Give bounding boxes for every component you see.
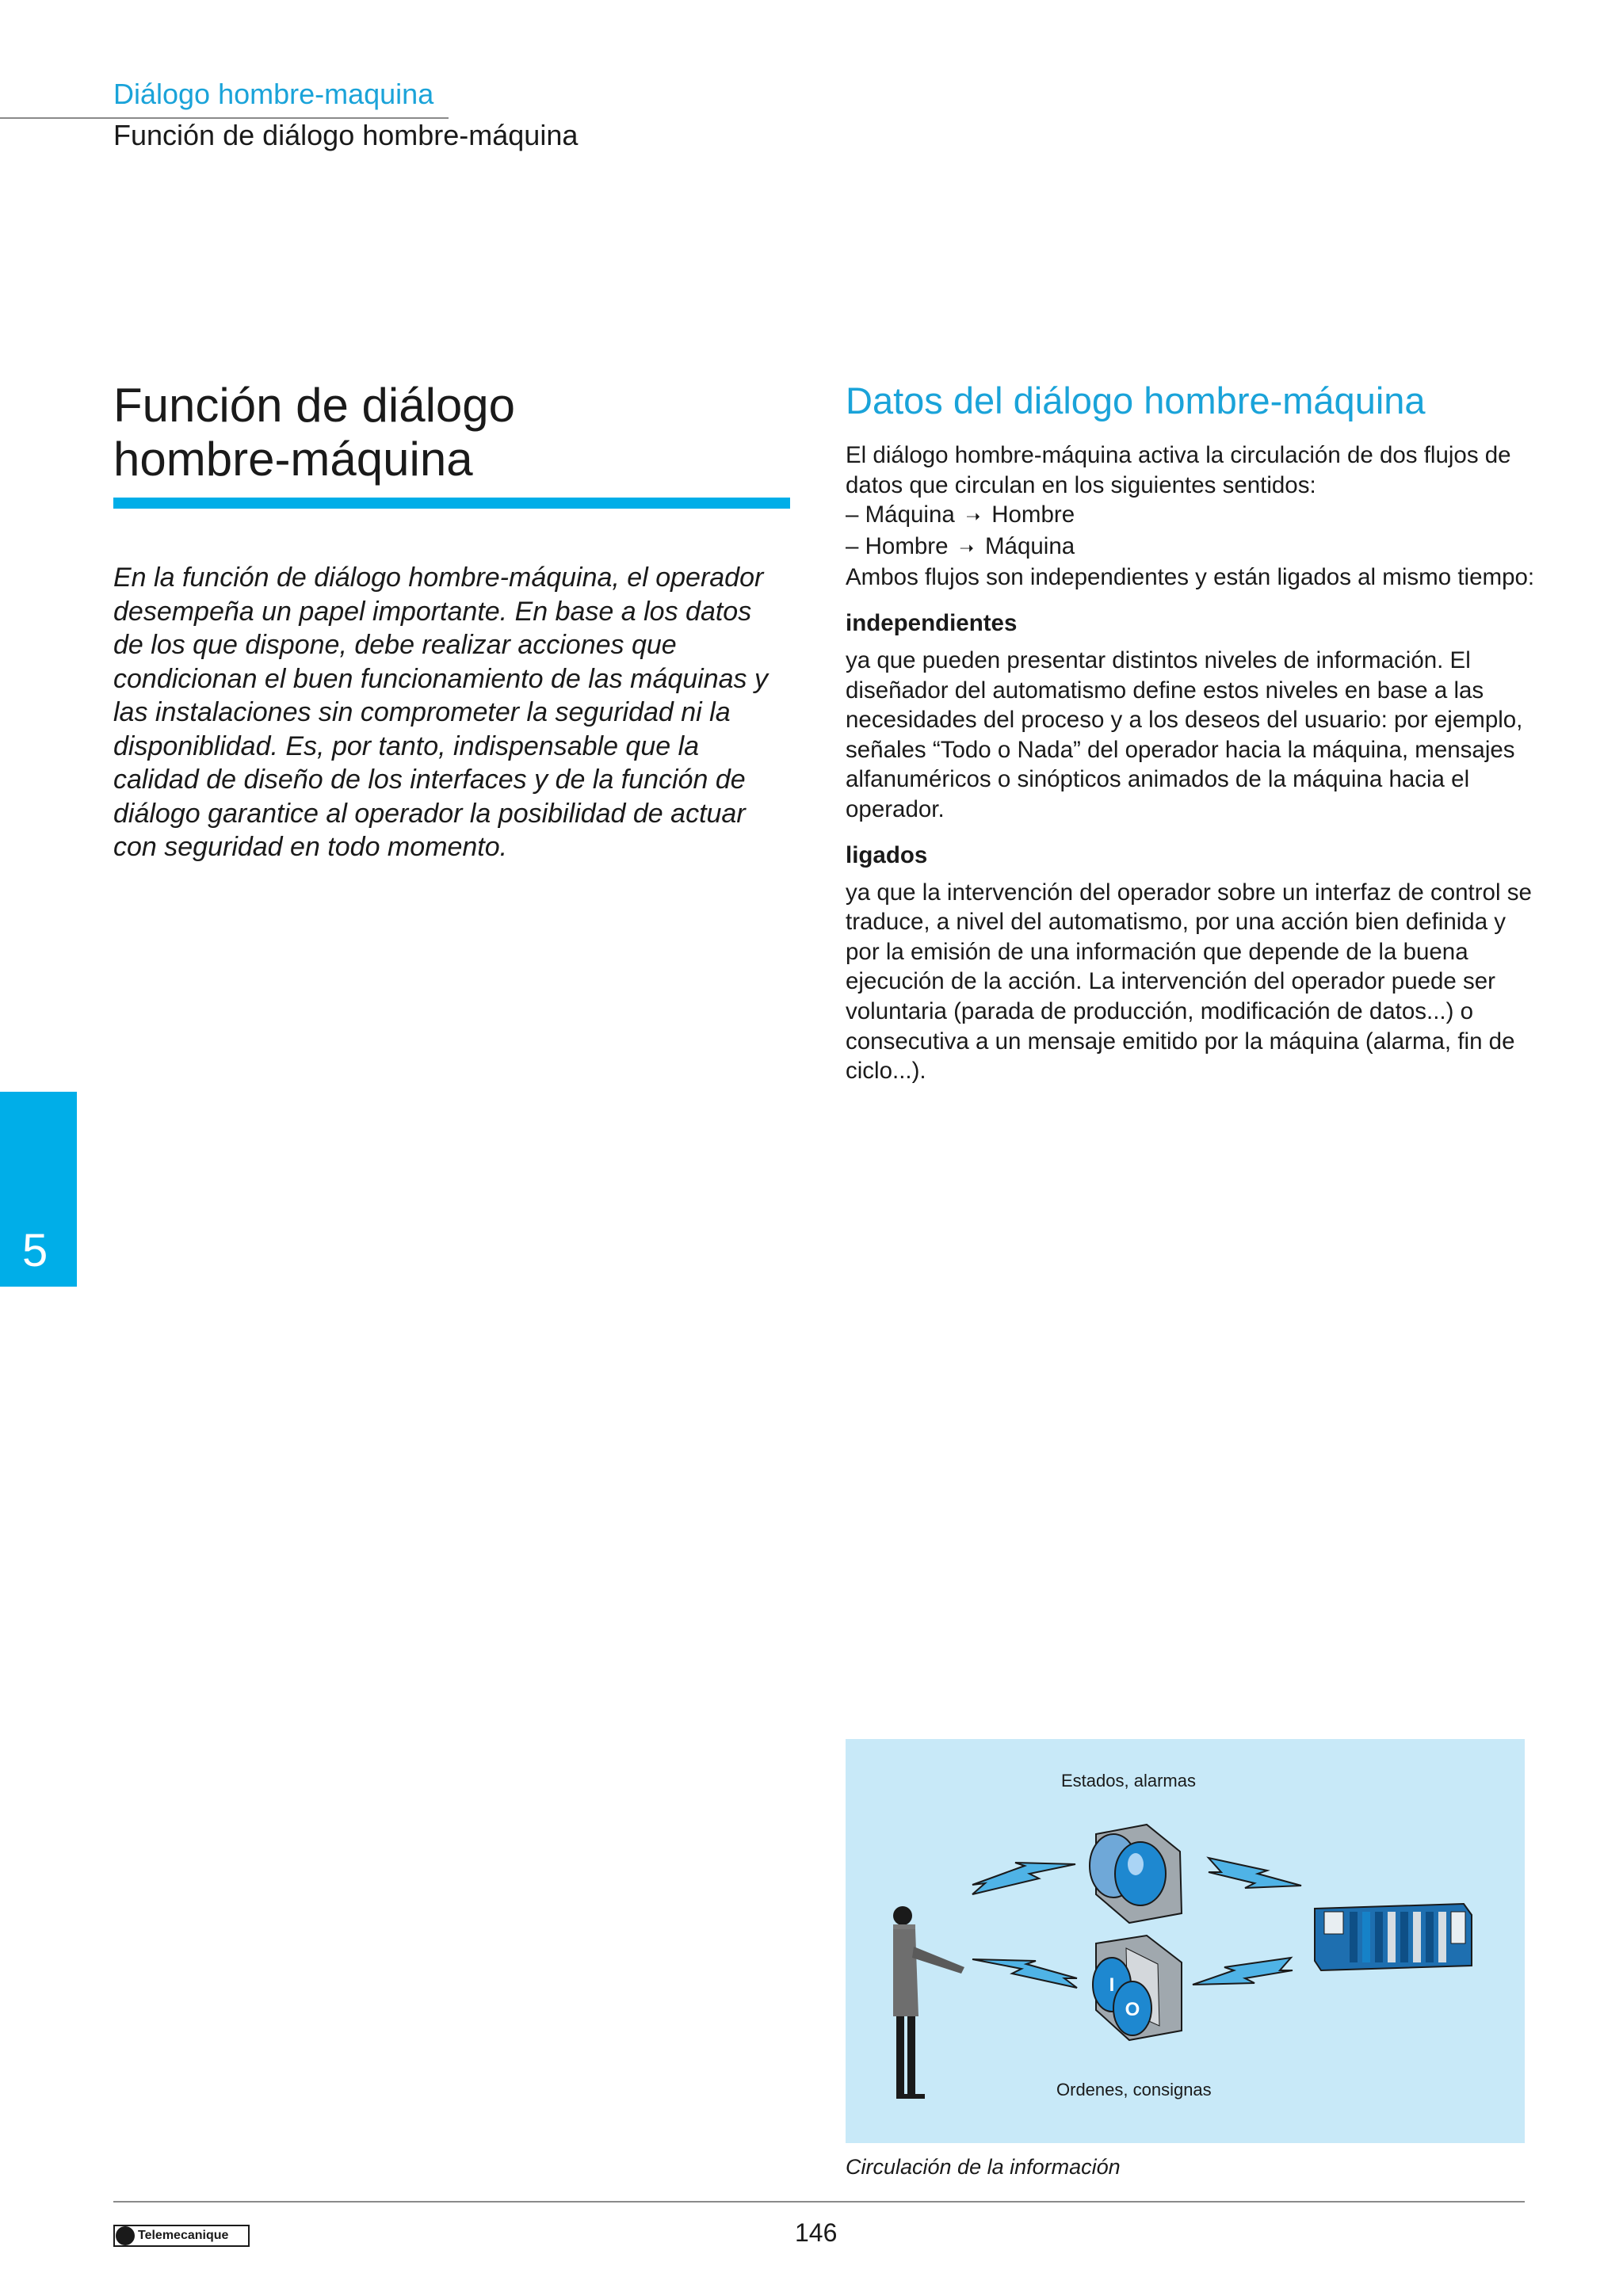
page-title-line1: Función de diálogo [113, 379, 516, 432]
header-section-title: Diálogo hombre-maquina [113, 78, 434, 110]
plc-rack-icon [1315, 1904, 1472, 1970]
figure-label-orders: Ordenes, consignas [1056, 2080, 1212, 2100]
datos-title: Datos del diálogo hombre-máquina [846, 379, 1426, 421]
header-subsection-title: Función de diálogo hombre-máquina [113, 119, 579, 151]
flow1-to: Hombre [991, 502, 1075, 528]
flow-line-2 [846, 532, 1543, 563]
page-title [113, 379, 771, 486]
datos-section [846, 379, 1543, 1086]
figure-label-states-alarms: Estados, alarmas [1061, 1771, 1196, 1791]
information-flow-figure [846, 1739, 1525, 2143]
datos-lead: El diálogo hombre-máquina activa la circulación de dos flujos de datos que circulan en los siguientes sentidos: [846, 442, 1511, 498]
start-stop-button-icon [1093, 1936, 1182, 2040]
right-arrow-icon: ➝ [959, 537, 974, 558]
button-label-i: I [1109, 1974, 1115, 1996]
ligados-heading: ligados [846, 841, 928, 868]
pilot-light-icon [1090, 1825, 1182, 1923]
ligados-text: ya que la intervención del operador sobre un interfaz de control se traduce, a nivel del automatismo, por una acción bien definida y por la emisión de una información que depende de la buena ejecución de la acción. La intervención del operador puede ser voluntaria (parada de producción, modificación de datos...) o consecutiva a un mensaje emitido por la máquina (alarma, fin de ciclo...). [846, 879, 1532, 1085]
independientes-text: ya que pueden presentar distintos niveles de información. El diseñador del automatismo define estos niveles en base a las necesidades del proceso y a los deseos del usuario: por ejemplo, señales “Todo o Nada” del operador hacia la máquina, mensajes alfanuméricos o sinópticos animados de la máquina hacia el operador. [846, 646, 1523, 822]
flow-line-1 [846, 500, 1543, 532]
brand-logo [113, 2225, 250, 2247]
page-title-line2: hombre-máquina [113, 433, 473, 486]
brand-name: Telemecanique [138, 2229, 229, 2242]
operator-icon [893, 1906, 964, 2099]
button-label-o: O [1125, 1999, 1140, 2020]
telemecanique-logo-icon [116, 2226, 135, 2245]
intro-paragraph: En la función de diálogo hombre-máquina, el operador desempeña un papel importante. En base a los datos de los que dispone, debe realizar acciones que condicionan el buen funcionamiento de las máquinas y las instalaciones sin comprometer la seguridad ni la disponiblidad. Es, por tanto, indispensable que la calidad de diseño de los interfaces y de la función de diálogo garantice al operador la posibilidad de actuar con seguridad en todo momento. [113, 563, 768, 862]
page-number: 146 [795, 2218, 838, 2247]
both-flows-text: Ambos flujos son independientes y están ligados al mismo tiempo: [846, 564, 1535, 591]
independientes-heading: independientes [846, 609, 1018, 636]
figure-caption: Circulación de la información [846, 2155, 1121, 2179]
right-arrow-icon: ➝ [965, 506, 981, 527]
figure-illustration [846, 1739, 1525, 2143]
flow2-from: – Hombre [846, 532, 949, 559]
title-underline-bar [113, 498, 790, 509]
chapter-number: 5 [22, 1225, 48, 1276]
footer-divider [113, 2201, 1525, 2203]
flow2-to: Máquina [984, 532, 1075, 559]
flow1-from: – Máquina [846, 502, 955, 528]
